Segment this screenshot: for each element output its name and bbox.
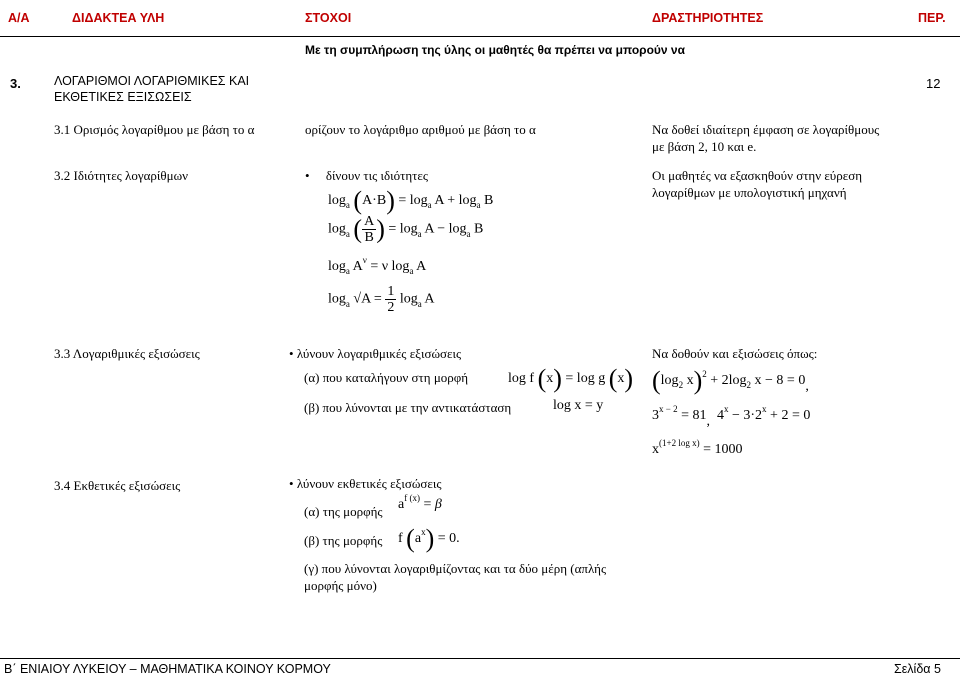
formula-example-1: ($\log_2$ $x)^2 + 2\log_2$ x − 8 = 0, bbox=[652, 366, 809, 395]
header-goals: ΣΤΟΧΟΙ bbox=[305, 11, 352, 25]
row-3-1-activity-line1: Να δοθεί ιδιαίτερη έμφαση σε λογαρίθμους bbox=[652, 122, 880, 137]
row-3-4-goal-a: (α) της μορφής bbox=[304, 504, 383, 519]
subheader: Με τη συμπλήρωση της ύλης οι μαθητές θα πρέπει να μπορούν να bbox=[305, 43, 685, 57]
formula-exp-form-a: $a^{f (x)} = \beta$ bbox=[398, 493, 442, 512]
footer-page: Σελίδα 5 bbox=[894, 662, 941, 676]
formula-substitution: log x = y bbox=[553, 398, 604, 413]
footer-divider bbox=[0, 658, 960, 659]
formula-example-3: $x^{(1+2 log x)} = 1000$ bbox=[652, 438, 743, 457]
bullet-icon: • bbox=[305, 168, 310, 183]
row-3-2-activity-line1: Οι μαθητές να εξασκηθούν στην εύρεση bbox=[652, 168, 862, 183]
section-number: 3. bbox=[10, 76, 21, 91]
row-3-3-activity: Να δοθούν και εξισώσεις όπως: bbox=[652, 346, 818, 361]
row-3-4-goal-wrap bbox=[289, 476, 442, 492]
row-3-4-goal-c-line2: μορφής μόνο) bbox=[304, 578, 377, 593]
row-3-1-activity-line2: με βάση 2, 10 και e. bbox=[652, 139, 757, 154]
row-3-2-goal: δίνουν τις ιδιότητες bbox=[325, 168, 428, 183]
row-3-3-title: 3.3 Λογαριθμικές εξισώσεις bbox=[54, 346, 200, 361]
row-3-2-title: 3.2 Ιδιότητες λογαρίθμων bbox=[54, 168, 189, 183]
section-title-line2: ΕΚΘΕΤΙΚΕΣ ΕΞΙΣΩΣΕΙΣ bbox=[54, 90, 192, 104]
row-3-3-goal-a: (α) που καταλήγουν στη μορφή bbox=[304, 370, 469, 385]
formula-example-2: $3^{x - 2} = 81$, $4^x - 3\cdot 2^x + 2 = 0$ bbox=[652, 404, 811, 429]
row-3-4-title: 3.4 Εκθετικές εξισώσεις bbox=[54, 478, 181, 493]
header-divider bbox=[0, 36, 960, 37]
row-3-2-activity-line2: λογαρίθμων με υπολογιστική μηχανή bbox=[652, 185, 847, 200]
row-3-1-goal: ορίζουν το λογάριθμο αριθμού με βάση το α bbox=[305, 122, 536, 137]
formula-log-product: $\log_a (A\cdot B) = \log_a A + \log_a B$ bbox=[328, 186, 494, 215]
formula-log-equation: log f (x) = log g (x) bbox=[508, 364, 634, 393]
row-3-1-title: 3.1 Ορισμός λογαρίθμου με βάση το α bbox=[54, 122, 255, 137]
row-3-4-goal-c-line1: (γ) που λύνονται λογαριθμίζοντας και τα δύο μέρη (απλής bbox=[304, 561, 607, 576]
bullet-icon: • bbox=[289, 346, 294, 361]
bullet-icon: • bbox=[289, 476, 294, 491]
section-title-line1: ΛΟΓΑΡΙΘΜΟΙ ΛΟΓΑΡΙΘΜΙΚΕΣ ΚΑΙ bbox=[54, 74, 250, 88]
row-3-3-goal-b: (β) που λύνονται με την αντικατάσταση bbox=[304, 400, 512, 415]
row-3-3-goal-wrap bbox=[289, 346, 461, 362]
formula-log-quotient: $\log_a$ ( $\frac{A}{B}$ ) = $\log_a A - \log_a B$ bbox=[328, 214, 484, 245]
table-header bbox=[0, 0, 960, 36]
formula-log-power: $\log_a A^\nu = \nu$ $\log_a A$ bbox=[328, 255, 427, 276]
row-3-4-goal: λύνουν εκθετικές εξισώσεις bbox=[296, 476, 442, 491]
row-3-2-goal-wrap bbox=[305, 168, 428, 184]
header-aa: Α/Α bbox=[8, 11, 30, 25]
header-syllabus: ΔΙΔΑΚΤΕΑ ΥΛΗ bbox=[72, 11, 165, 25]
header-periods: ΠΕΡ. bbox=[918, 11, 946, 25]
footer-left: Β΄ ΕΝΙΑΙΟΥ ΛΥΚΕΙΟΥ – ΜΑΘΗΜΑΤΙΚΑ ΚΟΙΝΟΥ ΚΟΡΜΟΥ bbox=[4, 662, 331, 676]
header-activities: ΔΡΑΣΤΗΡΙΟΤΗΤΕΣ bbox=[652, 11, 764, 25]
row-3-4-goal-b: (β) της μορφής bbox=[304, 533, 383, 548]
formula-exp-form-b: f $(a^x) = 0$. bbox=[398, 524, 460, 553]
section-periods: 12 bbox=[926, 76, 941, 91]
formula-log-root: $\log_a √A$ = $\frac{1}{2}$ $\log_a A$ bbox=[328, 284, 435, 315]
row-3-3-goal: λύνουν λογαριθμικές εξισώσεις bbox=[296, 346, 462, 361]
